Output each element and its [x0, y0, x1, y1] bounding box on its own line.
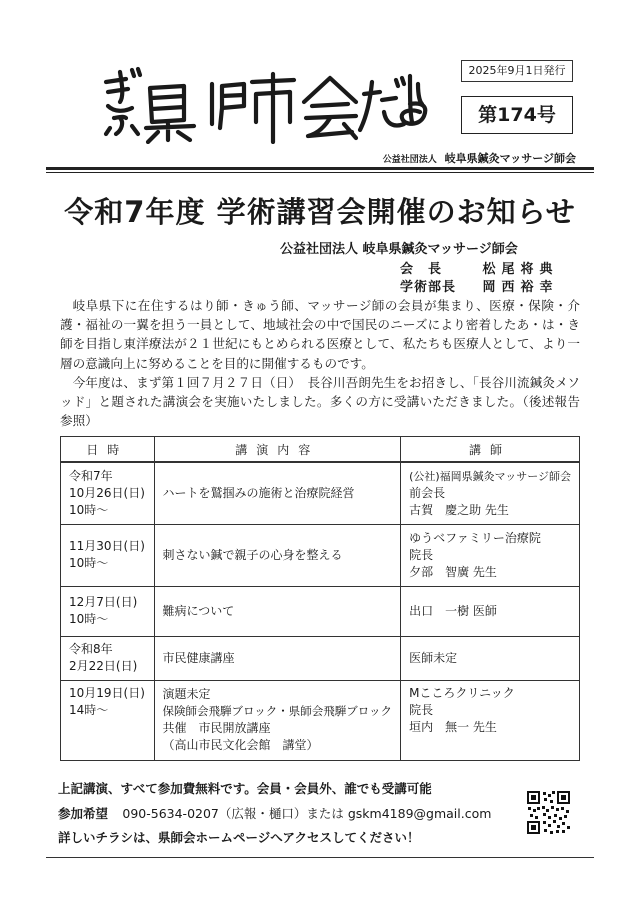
website-note: 詳しいチラシは、県師会ホームページへアクセスしてください！: [58, 830, 420, 845]
signatory-role: 学術部長: [400, 280, 457, 295]
qr-code-graphic: [526, 790, 571, 835]
announcement-body: [60, 296, 580, 430]
lecturer-line: 出口 一樹 医師: [409, 603, 497, 618]
lecturer-cell: [401, 462, 580, 524]
table-row: [61, 636, 580, 680]
issuer-org: 公益社団法人 岐阜県鍼灸マッサージ師会: [280, 242, 518, 257]
content-cell: [154, 636, 401, 680]
org-prefix: 公益社団法人: [382, 155, 437, 165]
contact-line: [58, 804, 598, 822]
column-header: 日時: [61, 437, 155, 463]
newsletter-title: [98, 62, 428, 144]
footer-rule: [46, 857, 594, 858]
table-row: [61, 680, 580, 760]
date-line: 10月26日(日): [69, 485, 145, 500]
signatory-name: 松尾将典: [482, 262, 559, 277]
lecturer-line: 院長: [409, 547, 434, 562]
masthead-rule-thin: [46, 172, 594, 173]
lecturer-cell: [401, 636, 580, 680]
lecturer-cell: [401, 586, 580, 636]
content-line: 市民健康講座: [162, 650, 235, 665]
date-line: 14時〜: [69, 702, 109, 717]
lecturer-line: (公社)福岡県鍼灸マッサージ師会: [409, 469, 571, 483]
date-line: 10時〜: [69, 612, 109, 626]
content-cell: [154, 680, 401, 760]
column-header: 講演内容: [154, 437, 401, 463]
lecturer-line: 院長: [409, 702, 434, 717]
contact-label: 参加希望: [58, 806, 109, 821]
date-line: 令和7年: [69, 468, 113, 483]
date-line: 令和8年: [69, 642, 113, 656]
date-line: 10時〜: [69, 556, 109, 570]
lecturer-line: 前会長: [409, 485, 446, 500]
date-line: 2月22日(日): [69, 659, 138, 673]
lecturer-line: 古賀 慶之助 先生: [409, 502, 509, 517]
masthead-rule: [46, 167, 594, 170]
newsletter-title-logo: [98, 62, 428, 144]
lecturer-line: Mこころクリニック: [409, 685, 515, 700]
content-line: ハートを鷲掴みの施術と治療院経営: [162, 485, 355, 500]
lecturer-line: ゆうベファミリー治療院: [409, 530, 541, 545]
content-line: 難病について: [162, 603, 235, 618]
signatory-president: [400, 258, 559, 277]
date-cell: [61, 636, 155, 680]
date-cell: [61, 680, 155, 760]
date-cell: [61, 524, 155, 586]
column-header: 講師: [401, 437, 580, 463]
content-line: 共催 市民開放講座: [162, 721, 271, 735]
date-line: 12月7日(日): [69, 595, 138, 609]
lecturer-line: 夕部 智廣 先生: [409, 564, 497, 579]
lecturer-cell: [401, 524, 580, 586]
paragraph: 今年度は、まず第１回７月２７日（日） 長谷川吾朗先生をお招きし、「長谷川流鍼灸メソッド」と題された講演会を実施いたしました。多くの方に受講いただきました。（後述報告参照）: [60, 374, 580, 429]
qr-code-icon[interactable]: [526, 790, 571, 835]
org-name: 岐阜県鍼灸マッサージ師会: [444, 152, 576, 165]
content-cell: [154, 586, 401, 636]
date-cell: [61, 462, 155, 524]
table-header-row: [61, 437, 580, 463]
signatory-role: 会 長: [400, 262, 443, 277]
date-line: 11月30日(日): [69, 539, 145, 553]
lecturer-cell: [401, 680, 580, 760]
content-line: 演題未定: [162, 687, 211, 701]
contact-value[interactable]: 090-5634-0207（広報・樋口）または gskm4189@gmail.com: [122, 806, 492, 821]
content-line: 保険師会飛騨ブロック・県師会飛騨ブロック: [162, 704, 393, 718]
lecture-schedule-table: [60, 436, 580, 761]
content-cell: [154, 462, 401, 524]
table-row: [61, 524, 580, 586]
fee-note: 上記講演、すべて参加費無料です。会員・会員外、誰でも受講可能: [58, 781, 432, 796]
date-cell: [61, 586, 155, 636]
content-cell: [154, 524, 401, 586]
signatory-name: 岡西裕幸: [482, 280, 559, 295]
publisher-line: [360, 150, 576, 166]
issue-number: 第174号: [461, 96, 573, 134]
paragraph: 岐阜県下に在住するはり師・きゅう師、マッサージ師の会員が集まり、医療・保険・介護・福祉の一翼を担う一員として、地域社会の中で国民のニーズにより密着したあ・は・き師を目指し東洋療法が２１世紀にもとめられる医療として、私たちも医療人として、より一層の意識向上に努めることを目的に開催するものです。: [60, 298, 580, 371]
content-line: 刺さない鍼で親子の心身を整える: [162, 547, 343, 562]
table-row: [61, 586, 580, 636]
lecturer-line: 垣内 無一 先生: [409, 719, 497, 734]
table-row: [61, 462, 580, 524]
lecturer-line: 医師未定: [409, 650, 458, 665]
signatory-director: [400, 276, 559, 295]
content-line: （高山市民文化会館 講堂）: [162, 738, 319, 752]
date-line: 10月19日(日): [69, 685, 145, 700]
page-title: 令和7年度 学術講習会開催のお知らせ: [64, 195, 576, 229]
publish-date: 2025年9月1日発行: [461, 60, 573, 82]
date-line: 10時〜: [69, 502, 109, 517]
